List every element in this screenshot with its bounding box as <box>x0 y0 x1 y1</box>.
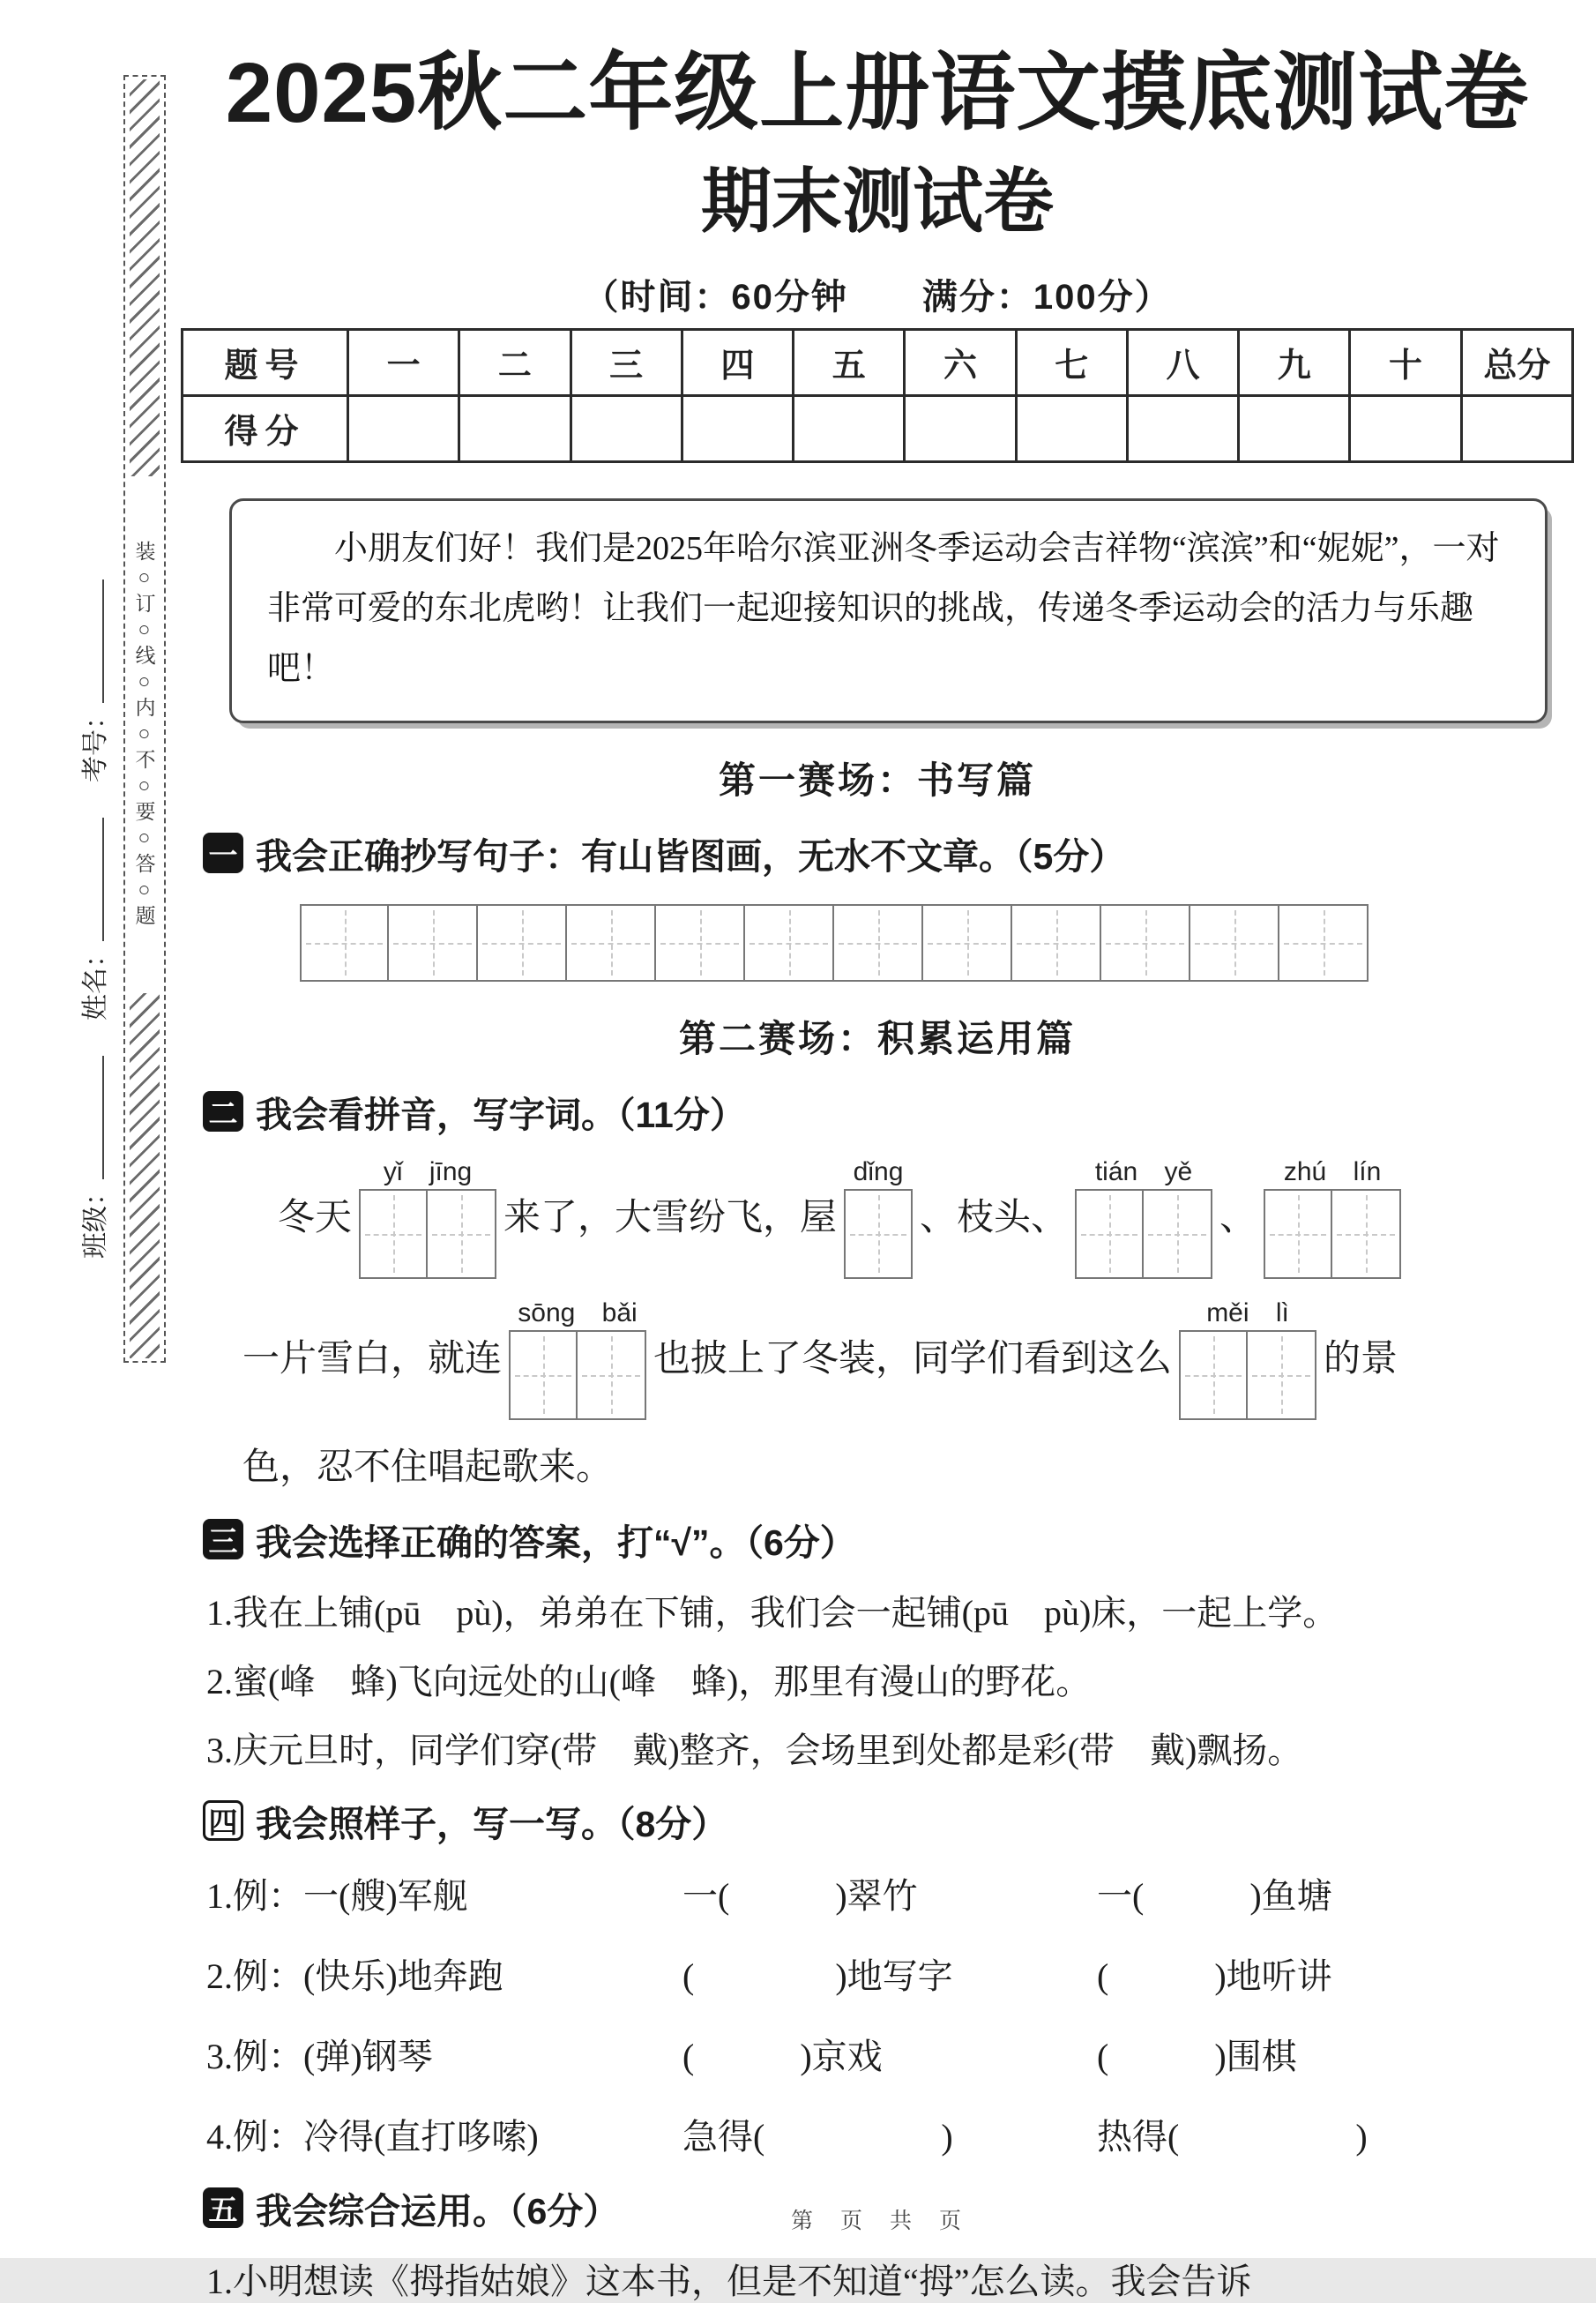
hatch-marks-bottom <box>130 993 160 1358</box>
sentence-text: 的景 <box>1324 1338 1398 1380</box>
score-cell-empty[interactable] <box>1350 395 1461 461</box>
question3-number-badge: 三 <box>203 1519 243 1559</box>
time-score-info: （时间：60分钟 满分：100分） <box>583 277 1172 317</box>
question1-title: 我会正确抄写句子：有山皆图画，无水不文章。（5分） <box>256 835 1126 877</box>
pinyin-label: dǐng <box>853 1156 904 1186</box>
score-col-header: 十 <box>1350 329 1461 395</box>
writing-cell[interactable] <box>745 904 834 982</box>
score-table-header-row <box>183 329 1573 395</box>
score-cell-empty[interactable] <box>794 395 905 461</box>
pinyin-answer-box <box>1264 1150 1401 1279</box>
answer-cell[interactable] <box>428 1189 496 1279</box>
exercise-cell: ( )地写字 <box>682 1955 953 1996</box>
question1-header <box>203 827 1578 879</box>
question2-header <box>203 1086 1578 1138</box>
question4-title: 我会照样子，写一写。（8分） <box>256 1803 728 1844</box>
exercise-cell: 4.例：冷得(直打哆嗦) <box>206 2116 539 2157</box>
answer-cell[interactable] <box>1332 1189 1401 1279</box>
score-col-header: 一 <box>348 329 459 395</box>
score-cell-empty[interactable] <box>1239 395 1350 461</box>
score-col-header: 六 <box>905 329 1016 395</box>
score-cell-empty[interactable] <box>1127 395 1238 461</box>
question3-header <box>203 1514 1578 1566</box>
exam-number-label: 考号： <box>81 703 110 782</box>
section1-heading: 第一赛场：书写篇 <box>718 759 1036 801</box>
answer-cell[interactable] <box>578 1330 646 1420</box>
answer-cell[interactable] <box>509 1330 578 1420</box>
question4-rows <box>206 1868 1578 2159</box>
score-table-fill-row <box>183 395 1573 461</box>
exercise-line: 2.蜜(峰 蜂)飞向远处的山(峰 蜂)，那里有漫山的野花。 <box>206 1661 1092 1701</box>
score-col-header: 九 <box>1239 329 1350 395</box>
greeting-box: 小朋友们好！我们是2025年哈尔滨亚洲冬季运动会吉祥物“滨滨”和“妮妮”，一对非常可爱的东北虎哟！让我们一起迎接知识的挑战，传递冬季运动会的活力与乐趣吧！ <box>229 498 1548 723</box>
writing-cell[interactable] <box>1190 904 1279 982</box>
answer-cell[interactable] <box>1248 1330 1316 1420</box>
paper-title: 2025秋二年级上册语文摸底测试卷 <box>225 46 1530 140</box>
score-cell-empty[interactable] <box>459 395 571 461</box>
class-field <box>73 1034 112 1281</box>
paper-body <box>176 0 1578 2303</box>
exercise-cell: 热得( ) <box>1097 2116 1368 2157</box>
question5-number-badge: 五 <box>203 2187 243 2228</box>
score-col-header: 总分 <box>1461 329 1572 395</box>
exercise-cell: ( )围棋 <box>1097 2036 1297 2076</box>
writing-cell[interactable] <box>1101 904 1190 982</box>
answer-cells <box>844 1189 913 1279</box>
answer-cell[interactable] <box>844 1189 913 1279</box>
answer-cell[interactable] <box>1264 1189 1332 1279</box>
score-table <box>181 328 1574 463</box>
answer-cell[interactable] <box>1144 1189 1212 1279</box>
page-footer: 第 页 共 页 <box>790 2209 964 2233</box>
score-col-header: 五 <box>794 329 905 395</box>
answer-cell[interactable] <box>359 1189 428 1279</box>
exercise-cell: ( )京戏 <box>682 2036 883 2076</box>
pinyin-label: yǐ jīng <box>383 1156 473 1186</box>
exam-number-field <box>73 557 112 804</box>
pinyin-label: měi lì <box>1206 1297 1289 1327</box>
score-label: 得分 <box>183 395 348 461</box>
pinyin-answer-box <box>1179 1291 1316 1420</box>
exercise-line: 3.庆元旦时，同学们穿(带 戴)整齐，会场里到处都是彩(带 戴)飘扬。 <box>206 1730 1303 1770</box>
score-col-header: 八 <box>1127 329 1238 395</box>
sentence-text: 来了，大雪纷飞，屋 <box>503 1197 838 1238</box>
exercise-cell: 1.例：一(艘)军舰 <box>206 1875 468 1916</box>
sentence-text: 也披上了冬装，同学们看到这么 <box>653 1338 1173 1380</box>
question4-number-badge: 四 <box>203 1800 243 1841</box>
question1-number-badge: 一 <box>203 833 243 873</box>
hatch-marks-top <box>130 79 160 476</box>
pinyin-label: sōng bǎi <box>518 1297 638 1327</box>
pinyin-answer-box <box>844 1150 913 1279</box>
sentence-text: 、枝头、 <box>920 1197 1069 1238</box>
answer-cells <box>1075 1189 1212 1279</box>
section2-heading: 第二赛场：积累运用篇 <box>678 1017 1076 1059</box>
pinyin-answer-box <box>509 1291 646 1420</box>
pinyin-line-3: 色，忍不住唱起歌来。 <box>242 1447 614 1488</box>
paper-subtitle: 期末测试卷 <box>701 161 1054 241</box>
score-cell-empty[interactable] <box>348 395 459 461</box>
exercise-line: 1.小明想读《拇指姑娘》这本书，但是不知道“拇”怎么读。我会告诉 <box>206 2261 1252 2301</box>
question3-title: 我会选择正确的答案，打“√”。（6分） <box>256 1522 856 1563</box>
writing-cell[interactable] <box>478 904 567 982</box>
answer-cell[interactable] <box>1075 1189 1144 1279</box>
writing-cell[interactable] <box>1012 904 1101 982</box>
sentence-text: 冬天 <box>278 1197 353 1238</box>
exercise-cell: ( )地听讲 <box>1097 1955 1332 1996</box>
writing-cell[interactable] <box>300 904 389 982</box>
question5-title: 我会综合运用。（6分） <box>256 2190 620 2232</box>
score-cell-empty[interactable] <box>682 395 793 461</box>
writing-cell[interactable] <box>567 904 656 982</box>
exercise-cell: 一( )翠竹 <box>682 1875 918 1916</box>
student-name-blank[interactable] <box>79 818 104 941</box>
pinyin-answer-box <box>359 1150 496 1279</box>
answer-cells <box>1264 1189 1401 1279</box>
exercise-cell: 2.例：(快乐)地奔跑 <box>206 1955 503 1996</box>
score-col-header: 三 <box>571 329 682 395</box>
pinyin-label: tián yě <box>1094 1156 1193 1186</box>
binding-seal-strip <box>123 75 166 1363</box>
writing-cell[interactable] <box>1279 904 1369 982</box>
exercise-cell: 急得( ) <box>682 2116 953 2157</box>
exercise-cell: 3.例：(弹)钢琴 <box>206 2036 433 2076</box>
score-col-header: 二 <box>459 329 571 395</box>
score-cell-empty[interactable] <box>1461 395 1572 461</box>
class-label: 班级： <box>81 1179 110 1259</box>
question-number-label: 题号 <box>183 329 348 395</box>
student-name-label: 姓名： <box>81 941 110 1021</box>
pinyin-label: zhú lín <box>1283 1156 1382 1186</box>
writing-cell[interactable] <box>923 904 1012 982</box>
answer-cells <box>359 1189 496 1279</box>
writing-cell[interactable] <box>656 904 745 982</box>
sentence-text: 、 <box>1219 1197 1257 1238</box>
seal-text: 装○订○线○内○不○要○答○题 <box>132 540 156 930</box>
writing-grid <box>300 904 1578 982</box>
answer-cell[interactable] <box>1179 1330 1248 1420</box>
pinyin-line-1 <box>278 1150 1578 1279</box>
question2-number-badge: 二 <box>203 1091 243 1132</box>
student-name-field <box>73 796 112 1043</box>
sentence-text: 一片雪白，就连 <box>242 1338 503 1380</box>
score-cell-empty[interactable] <box>905 395 1016 461</box>
answer-cells <box>1179 1330 1316 1420</box>
score-col-header: 七 <box>1016 329 1127 395</box>
question4-header <box>203 1795 1578 1847</box>
answer-cells <box>509 1330 646 1420</box>
class-blank[interactable] <box>79 1056 104 1179</box>
pinyin-line-2 <box>242 1291 1578 1420</box>
writing-cell[interactable] <box>834 904 923 982</box>
pinyin-answer-box <box>1075 1150 1212 1279</box>
exercise-cell: 一( )鱼塘 <box>1097 1875 1332 1916</box>
question2-title: 我会看拼音，写字词。（11分） <box>256 1094 746 1135</box>
exercise-line: 1.我在上铺(pū pù)，弟弟在下铺，我们会一起铺(pū pù)床，一起上学。 <box>206 1592 1339 1633</box>
question5-items <box>206 2261 1578 2303</box>
question3-items <box>206 1592 1578 1772</box>
writing-cell[interactable] <box>389 904 478 982</box>
exam-number-blank[interactable] <box>79 579 104 703</box>
score-cell-empty[interactable] <box>1016 395 1127 461</box>
score-col-header: 四 <box>682 329 793 395</box>
score-cell-empty[interactable] <box>571 395 682 461</box>
